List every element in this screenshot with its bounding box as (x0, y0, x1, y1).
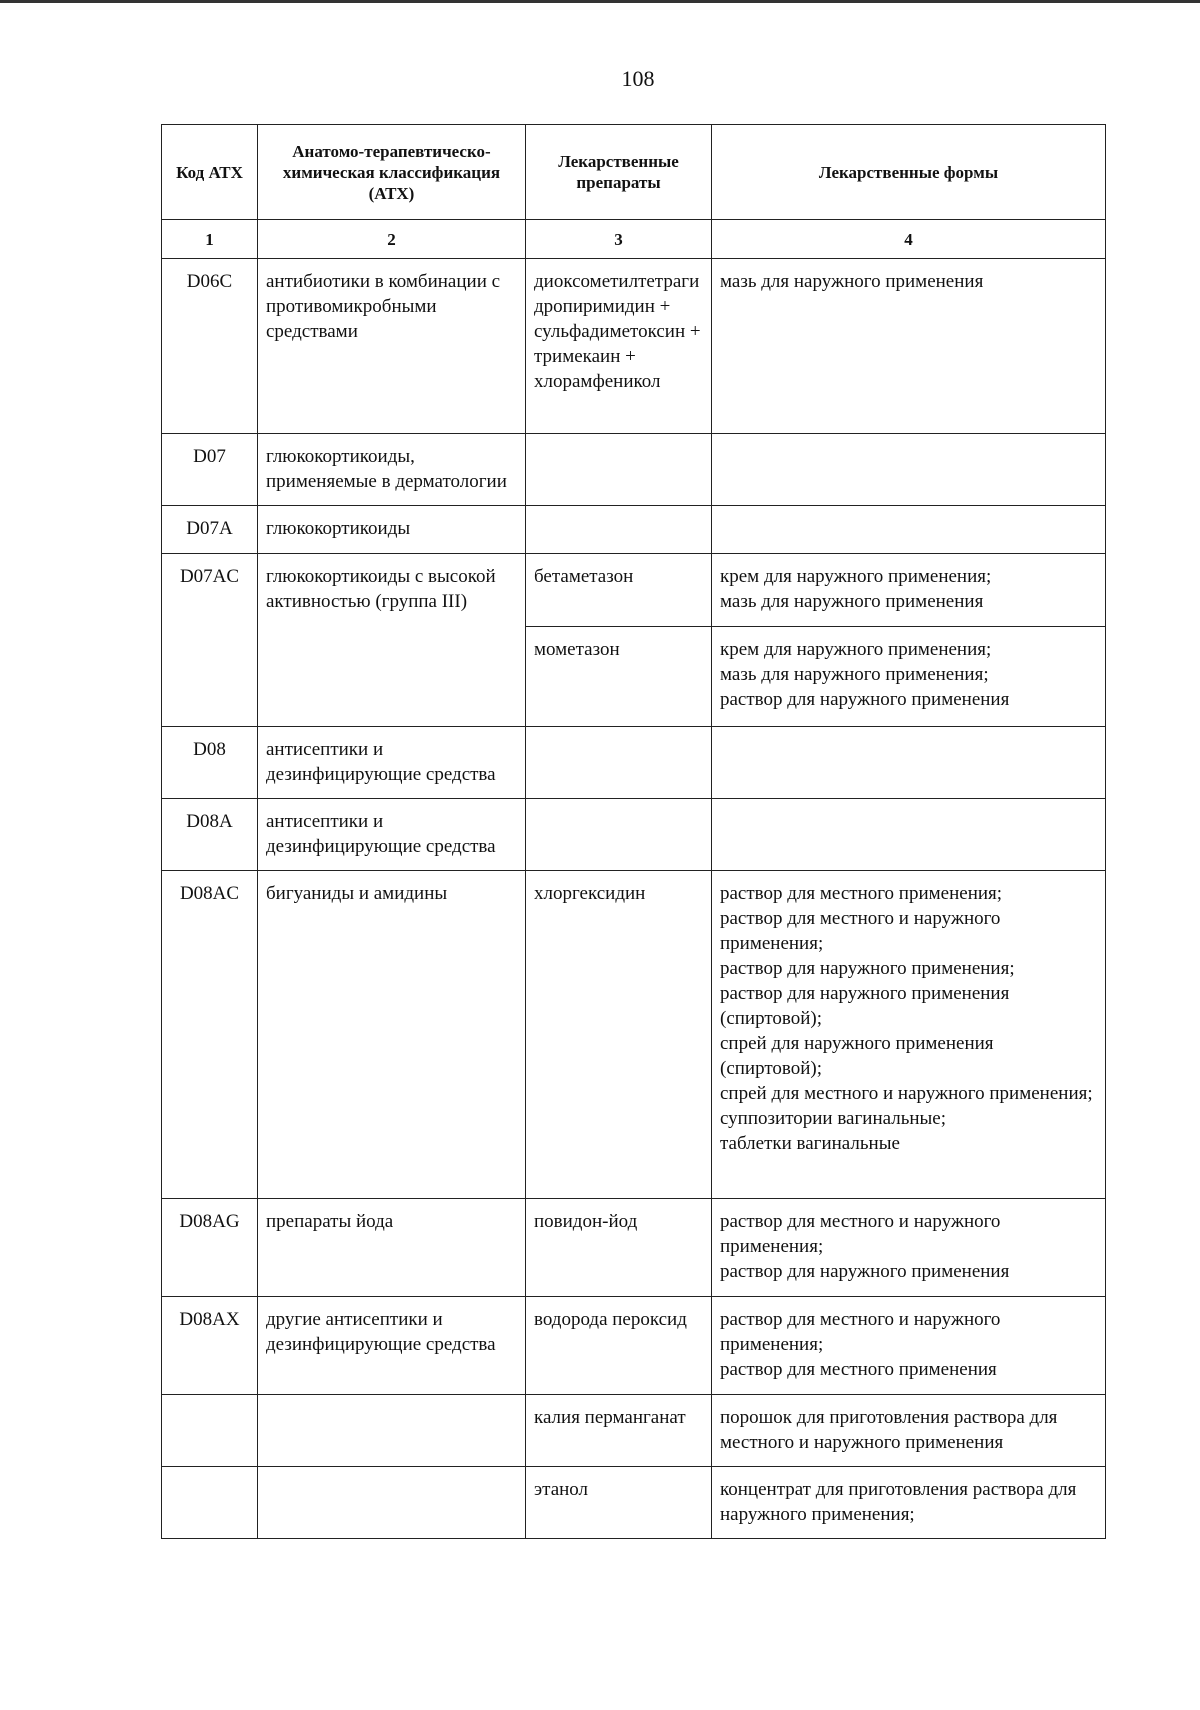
drug-name: мометазон (526, 627, 712, 727)
dosage-form: крем для наружного применения; (720, 566, 992, 587)
header-drugs: Лекарственные препараты (526, 125, 712, 220)
dosage-forms (712, 627, 1106, 727)
atx-medication-table (161, 124, 1106, 1539)
column-number: 4 (712, 220, 1106, 259)
atx-classification: антисептики и дезинфицирующие средства (258, 799, 526, 871)
atx-code: D08A (162, 799, 258, 871)
dosage-forms (712, 727, 1106, 799)
table-row (162, 506, 1106, 554)
dosage-form: раствор для местного применения (720, 1359, 997, 1380)
drug-name: диоксометилтетрагидропиримидин + сульфадиметоксин + тримекаин + хлорамфеникол (526, 259, 712, 434)
dosage-forms (712, 871, 1106, 1199)
drug-name: хлоргексидин (526, 871, 712, 1199)
dosage-forms (712, 1395, 1106, 1467)
atx-classification: препараты йода (258, 1199, 526, 1297)
dosage-form: таблетки вагинальные (720, 1133, 900, 1154)
dosage-form: раствор для наружного применения (спиртовой); (720, 983, 1010, 1029)
atx-code: D07AC (162, 554, 258, 727)
atx-code: D07 (162, 434, 258, 506)
drug-name: калия перманганат (526, 1395, 712, 1467)
drug-name: водорода пероксид (526, 1297, 712, 1395)
table-row (162, 1297, 1106, 1395)
dosage-forms (712, 1199, 1106, 1297)
dosage-forms (712, 1467, 1106, 1539)
atx-classification (258, 1395, 526, 1467)
dosage-form: концентрат для приготовления раствора для наружного применения; (720, 1479, 1077, 1525)
dosage-form: мазь для наружного применения (720, 271, 984, 292)
dosage-forms (712, 259, 1106, 434)
page-number: 108 (621, 66, 655, 91)
table-row (162, 1199, 1106, 1297)
dosage-forms (712, 799, 1106, 871)
table-row (162, 259, 1106, 434)
dosage-form: спрей для местного и наружного применения; (720, 1083, 1093, 1104)
drug-name (526, 506, 712, 554)
header-dosage-forms: Лекарственные формы (712, 125, 1106, 220)
dosage-form: раствор для наружного применения (720, 689, 1010, 710)
dosage-form: раствор для местного и наружного применения; (720, 908, 1001, 954)
table-row (162, 1467, 1106, 1539)
dosage-form: раствор для местного и наружного применения; (720, 1211, 1001, 1257)
atx-code: D08AG (162, 1199, 258, 1297)
table-row (162, 1395, 1106, 1467)
atx-code: D08 (162, 727, 258, 799)
drug-name (526, 434, 712, 506)
dosage-form: мазь для наружного применения; (720, 664, 989, 685)
atx-classification: другие антисептики и дезинфицирующие средства (258, 1297, 526, 1395)
atx-code: D06C (162, 259, 258, 434)
dosage-form: мазь для наружного применения (720, 591, 984, 612)
atx-code: D07A (162, 506, 258, 554)
atx-classification: глюкокортикоиды, применяемые в дерматологии (258, 434, 526, 506)
atx-classification (258, 1467, 526, 1539)
drug-name: повидон-йод (526, 1199, 712, 1297)
atx-classification: глюкокортикоиды с высокой активностью (группа III) (258, 554, 526, 727)
atx-code: D08AC (162, 871, 258, 1199)
table-row (162, 434, 1106, 506)
atx-classification: антибиотики в комбинации с противомикробными средствами (258, 259, 526, 434)
dosage-form: крем для наружного применения; (720, 639, 992, 660)
table-row (162, 727, 1106, 799)
table-row (162, 554, 1106, 627)
header-atx-classification: Анатомо-терапевтическо-химическая классификация (АТХ) (258, 125, 526, 220)
column-number: 2 (258, 220, 526, 259)
drug-name: бетаметазон (526, 554, 712, 627)
dosage-form: раствор для наружного применения; (720, 958, 1015, 979)
dosage-form: спрей для наружного применения (спиртовой); (720, 1033, 994, 1079)
drug-name: этанол (526, 1467, 712, 1539)
dosage-form: раствор для местного и наружного применения; (720, 1309, 1001, 1355)
column-number: 1 (162, 220, 258, 259)
atx-code (162, 1395, 258, 1467)
atx-classification: антисептики и дезинфицирующие средства (258, 727, 526, 799)
table-row (162, 799, 1106, 871)
drug-name (526, 727, 712, 799)
dosage-form: порошок для приготовления раствора для местного и наружного применения (720, 1407, 1058, 1453)
dosage-forms (712, 434, 1106, 506)
dosage-form: суппозитории вагинальные; (720, 1108, 947, 1129)
column-number-row (162, 220, 1106, 259)
dosage-form: раствор для наружного применения (720, 1261, 1010, 1282)
header-atx-code: Код АТХ (162, 125, 258, 220)
table-row (162, 871, 1106, 1199)
drug-name (526, 799, 712, 871)
atx-classification: глюкокортикоиды (258, 506, 526, 554)
dosage-forms (712, 506, 1106, 554)
atx-code: D08AX (162, 1297, 258, 1395)
dosage-form: раствор для местного применения; (720, 883, 1003, 904)
column-number: 3 (526, 220, 712, 259)
dosage-forms (712, 1297, 1106, 1395)
table-header-row (162, 125, 1106, 220)
dosage-forms (712, 554, 1106, 627)
top-border-rule (0, 0, 1200, 3)
atx-code (162, 1467, 258, 1539)
atx-classification: бигуаниды и амидины (258, 871, 526, 1199)
